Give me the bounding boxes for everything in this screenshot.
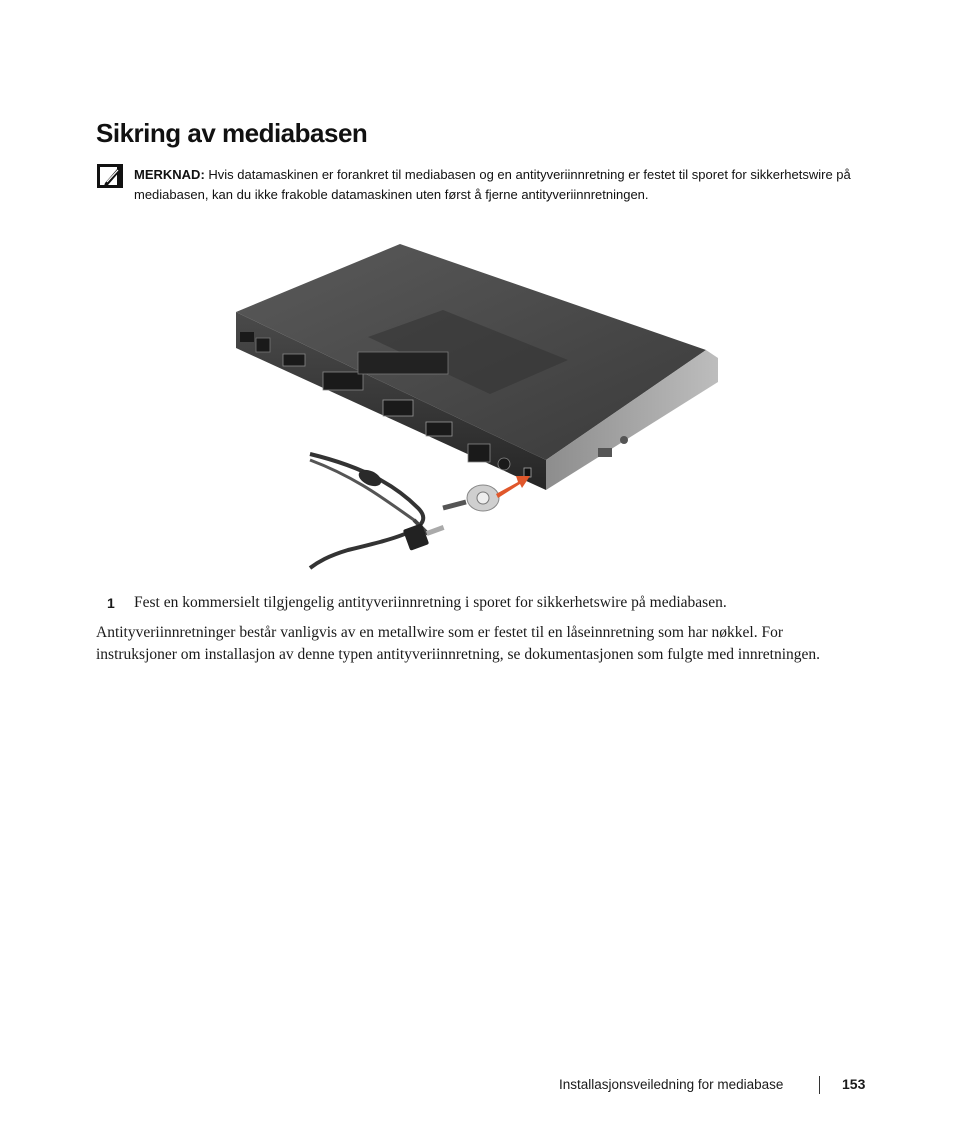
note-label: MERKNAD: bbox=[134, 167, 205, 182]
note-text: Hvis datamaskinen er forankret til mediabasen og en antityveriinnretning er festet til sporet for sikkerhetswire på mediabasen, kan du ikke frakoble datamaskinen uten først å fjerne antityveriinnretningen. bbox=[134, 167, 851, 202]
footer-divider bbox=[819, 1076, 820, 1094]
body-paragraph: Antityveriinnretninger består vanligvis av en metallwire som er festet til en låseinnretning som har nøkkel. For instruksjoner om installasjon av denne typen antityveriinnretning, se dokumentasjonen som fulgte med innretningen. bbox=[96, 624, 821, 663]
page-title: Sikring av mediabasen bbox=[96, 118, 368, 148]
pencil-note-icon bbox=[97, 164, 123, 188]
media-base-with-security-cable-illustration bbox=[228, 232, 728, 572]
page-number: 153 bbox=[842, 1076, 866, 1092]
callout-number: 1 bbox=[107, 595, 115, 611]
footer-doc-title: Installasjonsveiledning for mediabase bbox=[559, 1077, 784, 1092]
callout-text: Fest en kommersielt tilgjengelig antityveriinnretning i sporet for sikkerhetswire på mediabasen. bbox=[134, 594, 727, 611]
note-block bbox=[134, 165, 854, 205]
